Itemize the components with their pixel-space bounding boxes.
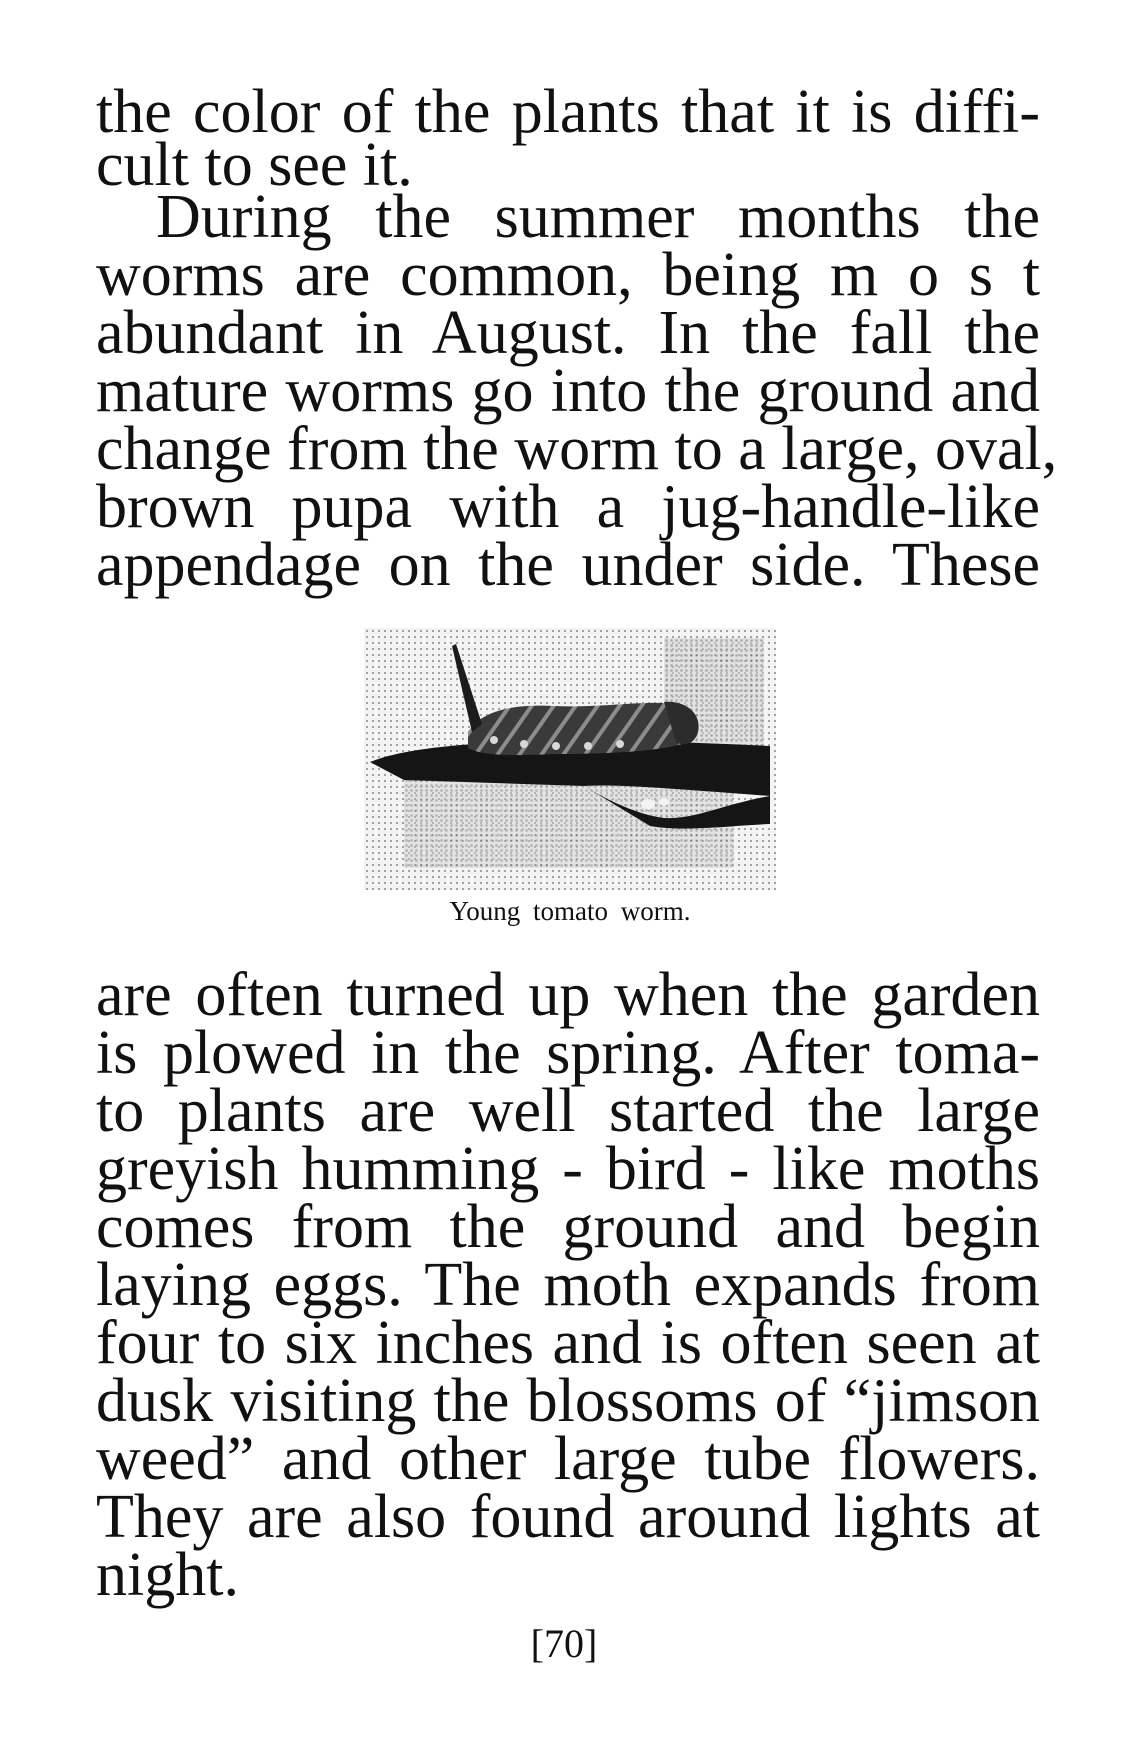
text-line: comes from the ground and begin xyxy=(96,1193,1040,1261)
text-line: appendage on the under side. These xyxy=(96,531,1040,599)
text-line: They are also found around lights at xyxy=(96,1483,1040,1551)
text-line: dusk visiting the blossoms of “jimson xyxy=(96,1367,1040,1435)
text-line: weed” and other large tube flowers. xyxy=(96,1425,1040,1493)
text-line: to plants are well started the large xyxy=(96,1077,1040,1145)
text-line: During the summer months the xyxy=(156,183,1040,251)
text-line: laying eggs. The moth expands from xyxy=(96,1251,1040,1319)
figure-caption: Young tomato worm. xyxy=(449,896,691,926)
text-line: brown pupa with a jug-handle-like xyxy=(96,473,1040,541)
text-line: night. xyxy=(96,1541,239,1609)
text-line: worms are common, being m o s t xyxy=(96,241,1040,309)
text-line: cult to see it. xyxy=(96,131,413,199)
text-line: are often turned up when the garden xyxy=(96,961,1040,1029)
text-line: four to six inches and is often seen at xyxy=(96,1309,1040,1377)
text-line: change from the worm to a large, oval, xyxy=(96,415,1058,483)
text-line: the color of the plants that it is diffi- xyxy=(96,78,1040,146)
page-number: [70] xyxy=(530,1621,598,1666)
text-line: abundant in August. In the fall the xyxy=(96,299,1040,367)
text-line: is plowed in the spring. After toma- xyxy=(96,1019,1040,1087)
text-line: mature worms go into the ground and xyxy=(96,357,1040,425)
text-line: greyish humming - bird - like moths xyxy=(96,1135,1040,1203)
tomato-worm-photo xyxy=(364,628,776,890)
